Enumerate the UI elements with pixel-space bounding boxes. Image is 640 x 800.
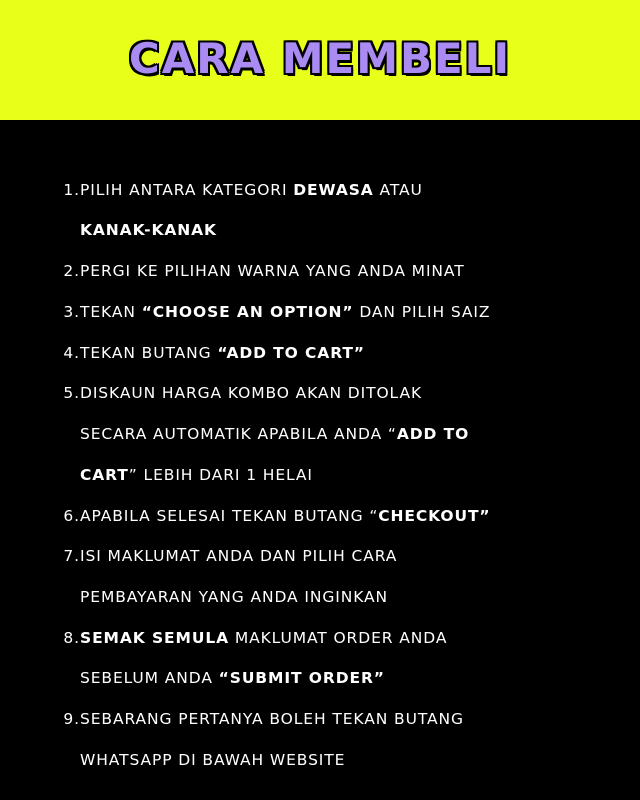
step-number: 5. [63, 384, 80, 402]
step-1-line-2 [80, 220, 217, 240]
step-number: 8. [63, 629, 80, 647]
step-number: 9. [63, 710, 80, 728]
emphasis-text: KANAK-KANAK [80, 221, 217, 239]
step-8-line-1 [63, 628, 448, 648]
step-number: 3. [63, 303, 80, 321]
step-text: PILIH ANTARA KATEGORI [80, 181, 294, 199]
emphasis-text: DEWASA [293, 181, 374, 199]
step-9-line-1 [63, 709, 464, 729]
step-3-line-1 [63, 302, 491, 322]
step-number: 1. [63, 181, 80, 199]
step-5-line-3 [80, 465, 313, 485]
step-text: ISI MAKLUMAT ANDA DAN PILIH CARA [80, 547, 398, 565]
step-1-line-1 [63, 180, 423, 200]
emphasis-text: CART [80, 466, 129, 484]
step-4-line-1 [63, 343, 365, 363]
step-text: APABILA SELESAI TEKAN BUTANG “ [80, 507, 379, 525]
step-text: WHATSAPP DI BAWAH WEBSITE [80, 751, 346, 769]
step-2-line-1 [63, 261, 465, 281]
step-text: PEMBAYARAN YANG ANDA INGINKAN [80, 588, 389, 606]
step-9-line-2 [80, 750, 345, 770]
emphasis-text: CHECKOUT” [378, 507, 491, 525]
step-text: TEKAN BUTANG [80, 344, 218, 362]
step-number: 4. [63, 344, 80, 362]
page-title: CARA MEMBELI [128, 33, 512, 83]
emphasis-text: “CHOOSE AN OPTION” [141, 303, 354, 321]
step-7-line-1 [63, 546, 398, 566]
step-number: 6. [63, 507, 80, 525]
step-text: MAKLUMAT ORDER ANDA [229, 629, 448, 647]
step-text: ATAU [373, 181, 423, 199]
step-8-line-2 [80, 668, 385, 688]
emphasis-text: “SUBMIT ORDER” [218, 669, 385, 687]
step-text: DISKAUN HARGA KOMBO AKAN DITOLAK [80, 384, 423, 402]
step-text: TEKAN [80, 303, 142, 321]
step-5-line-1 [63, 383, 423, 403]
step-text: SEBARANG PERTANYA BOLEH TEKAN BUTANG [80, 710, 464, 728]
step-text: SEBELUM ANDA [80, 669, 219, 687]
step-6-line-1 [63, 506, 491, 526]
step-text: SECARA AUTOMATIK APABILA ANDA “ [80, 425, 397, 443]
step-7-line-2 [80, 587, 388, 607]
step-number: 2. [63, 262, 80, 280]
step-number: 7. [63, 547, 80, 565]
step-text: DAN PILIH SAIZ [353, 303, 491, 321]
emphasis-text: SEMAK SEMULA [80, 629, 230, 647]
step-text: PERGI KE PILIHAN WARNA YANG ANDA MINAT [80, 262, 465, 280]
emphasis-text: “ADD TO CART” [217, 344, 365, 362]
emphasis-text: ADD TO [396, 425, 470, 443]
step-text: ” LEBIH DARI 1 HELAI [128, 466, 313, 484]
step-5-line-2 [80, 424, 469, 444]
